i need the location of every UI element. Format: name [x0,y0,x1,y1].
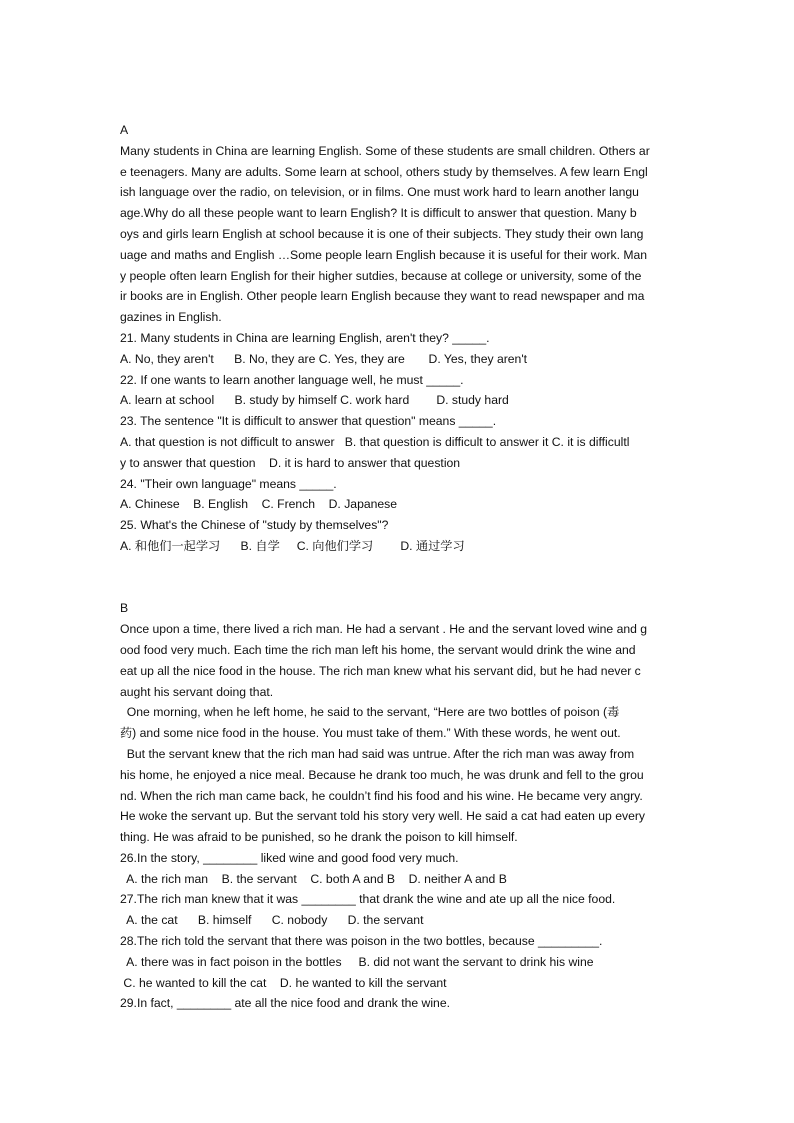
passage-line: ish language over the radio, on television, or in films. One must work hard to learn another langu [120,185,639,200]
question-26: 26.In the story, ________ liked wine and good food very much. [120,850,459,865]
passage-line: thing. He was afraid to be punished, so he drank the poison to kill himself. [120,830,518,845]
passage-line: One morning, when he left home, he said to the servant, “Here are two bottles of poison (毒 [120,705,620,720]
question-23-options-cont: y to answer that question D. it is hard to answer that question [120,455,461,470]
question-28-options: A. there was in fact poison in the bottles B. did not want the servant to drink his wine [120,954,594,969]
section-b-questions [120,848,676,1014]
question-25-options: A. 和他们一起学习 B. 自学 C. 向他们学习 D. 通过学习 [120,538,465,553]
passage-line: his home, he enjoyed a nice meal. Because he drank too much, he was drunk and fell to the grou [120,767,644,782]
passage-line: ood food very much. Each time the rich man left his home, the servant would drink the wine and [120,642,636,657]
question-22-options: A. learn at school B. study by himself C. work hard D. study hard [120,393,509,408]
passage-line: nd. When the rich man came back, he couldn’t find his food and his wine. He became very angry. [120,788,643,803]
section-a-heading: A [120,123,129,137]
question-27: 27.The rich man knew that it was ________ that drank the wine and ate up all the nice food. [120,892,616,907]
question-27-options: A. the cat B. himself C. nobody D. the servant [120,913,424,928]
question-22: 22. If one wants to learn another language well, he must _____. [120,372,464,387]
question-23-options: A. that question is not difficult to answer B. that question is difficult to answer it C. it is difficultl [120,434,630,449]
document-page [120,120,676,1014]
passage-line: ir books are in English. Other people learn English because they want to read newspaper and ma [120,289,645,304]
question-29: 29.In fact, ________ ate all the nice food and drank the wine. [120,996,450,1011]
passage-line: oys and girls learn English at school because it is one of their subjects. They study their own lang [120,226,644,241]
question-24: 24. "Their own language" means _____. [120,476,337,491]
passage-line: y people often learn English for their higher sutdies, because at college or university, some of the [120,268,642,283]
section-b-heading: B [120,601,129,616]
passage-line: He woke the servant up. But the servant told his story very well. He said a cat had eaten up every [120,809,646,824]
section-a-passage [120,141,676,328]
passage-line: gazines in English. [120,310,222,325]
question-21-options: A. No, they aren't B. No, they are C. Yes, they are D. Yes, they aren't [120,351,528,366]
question-26-options: A. the rich man B. the servant C. both A and B D. neither A and B [120,871,507,886]
section-spacer [120,557,676,599]
question-23: 23. The sentence "It is difficult to answer that question" means _____. [120,414,497,429]
section-a-questions [120,328,676,557]
passage-line: age.Why do all these people want to learn English? It is difficult to answer that question. Many b [120,206,637,221]
question-28: 28.The rich told the servant that there was poison in the two bottles, because _________. [120,934,603,949]
passage-line: But the servant knew that the rich man had said was untrue. After the rich man was away from [120,746,635,761]
passage-line: eat up all the nice food in the house. The rich man knew what his servant did, but he had never c [120,663,641,678]
passage-line: Many students in China are learning English. Some of these students are small children. Others ar [120,143,650,158]
question-25: 25. What's the Chinese of "study by themselves"? [120,518,389,533]
passage-line: aught his servant doing that. [120,684,274,699]
passage-line: Once upon a time, there lived a rich man. He had a servant . He and the servant loved wine and g [120,622,648,637]
passage-line: e teenagers. Many are adults. Some learn at school, others study by themselves. A few learn Engl [120,164,648,179]
passage-line: 药) and some nice food in the house. You must take of them.” With these words, he went out. [120,726,621,741]
question-28-options-cont: C. he wanted to kill the cat D. he wanted to kill the servant [120,975,447,990]
question-24-options: A. Chinese B. English C. French D. Japanese [120,497,398,512]
passage-line: uage and maths and English …Some people learn English because it is useful for their work. Man [120,247,648,262]
section-b-passage [120,619,676,848]
question-21: 21. Many students in China are learning English, aren't they? _____. [120,330,490,345]
